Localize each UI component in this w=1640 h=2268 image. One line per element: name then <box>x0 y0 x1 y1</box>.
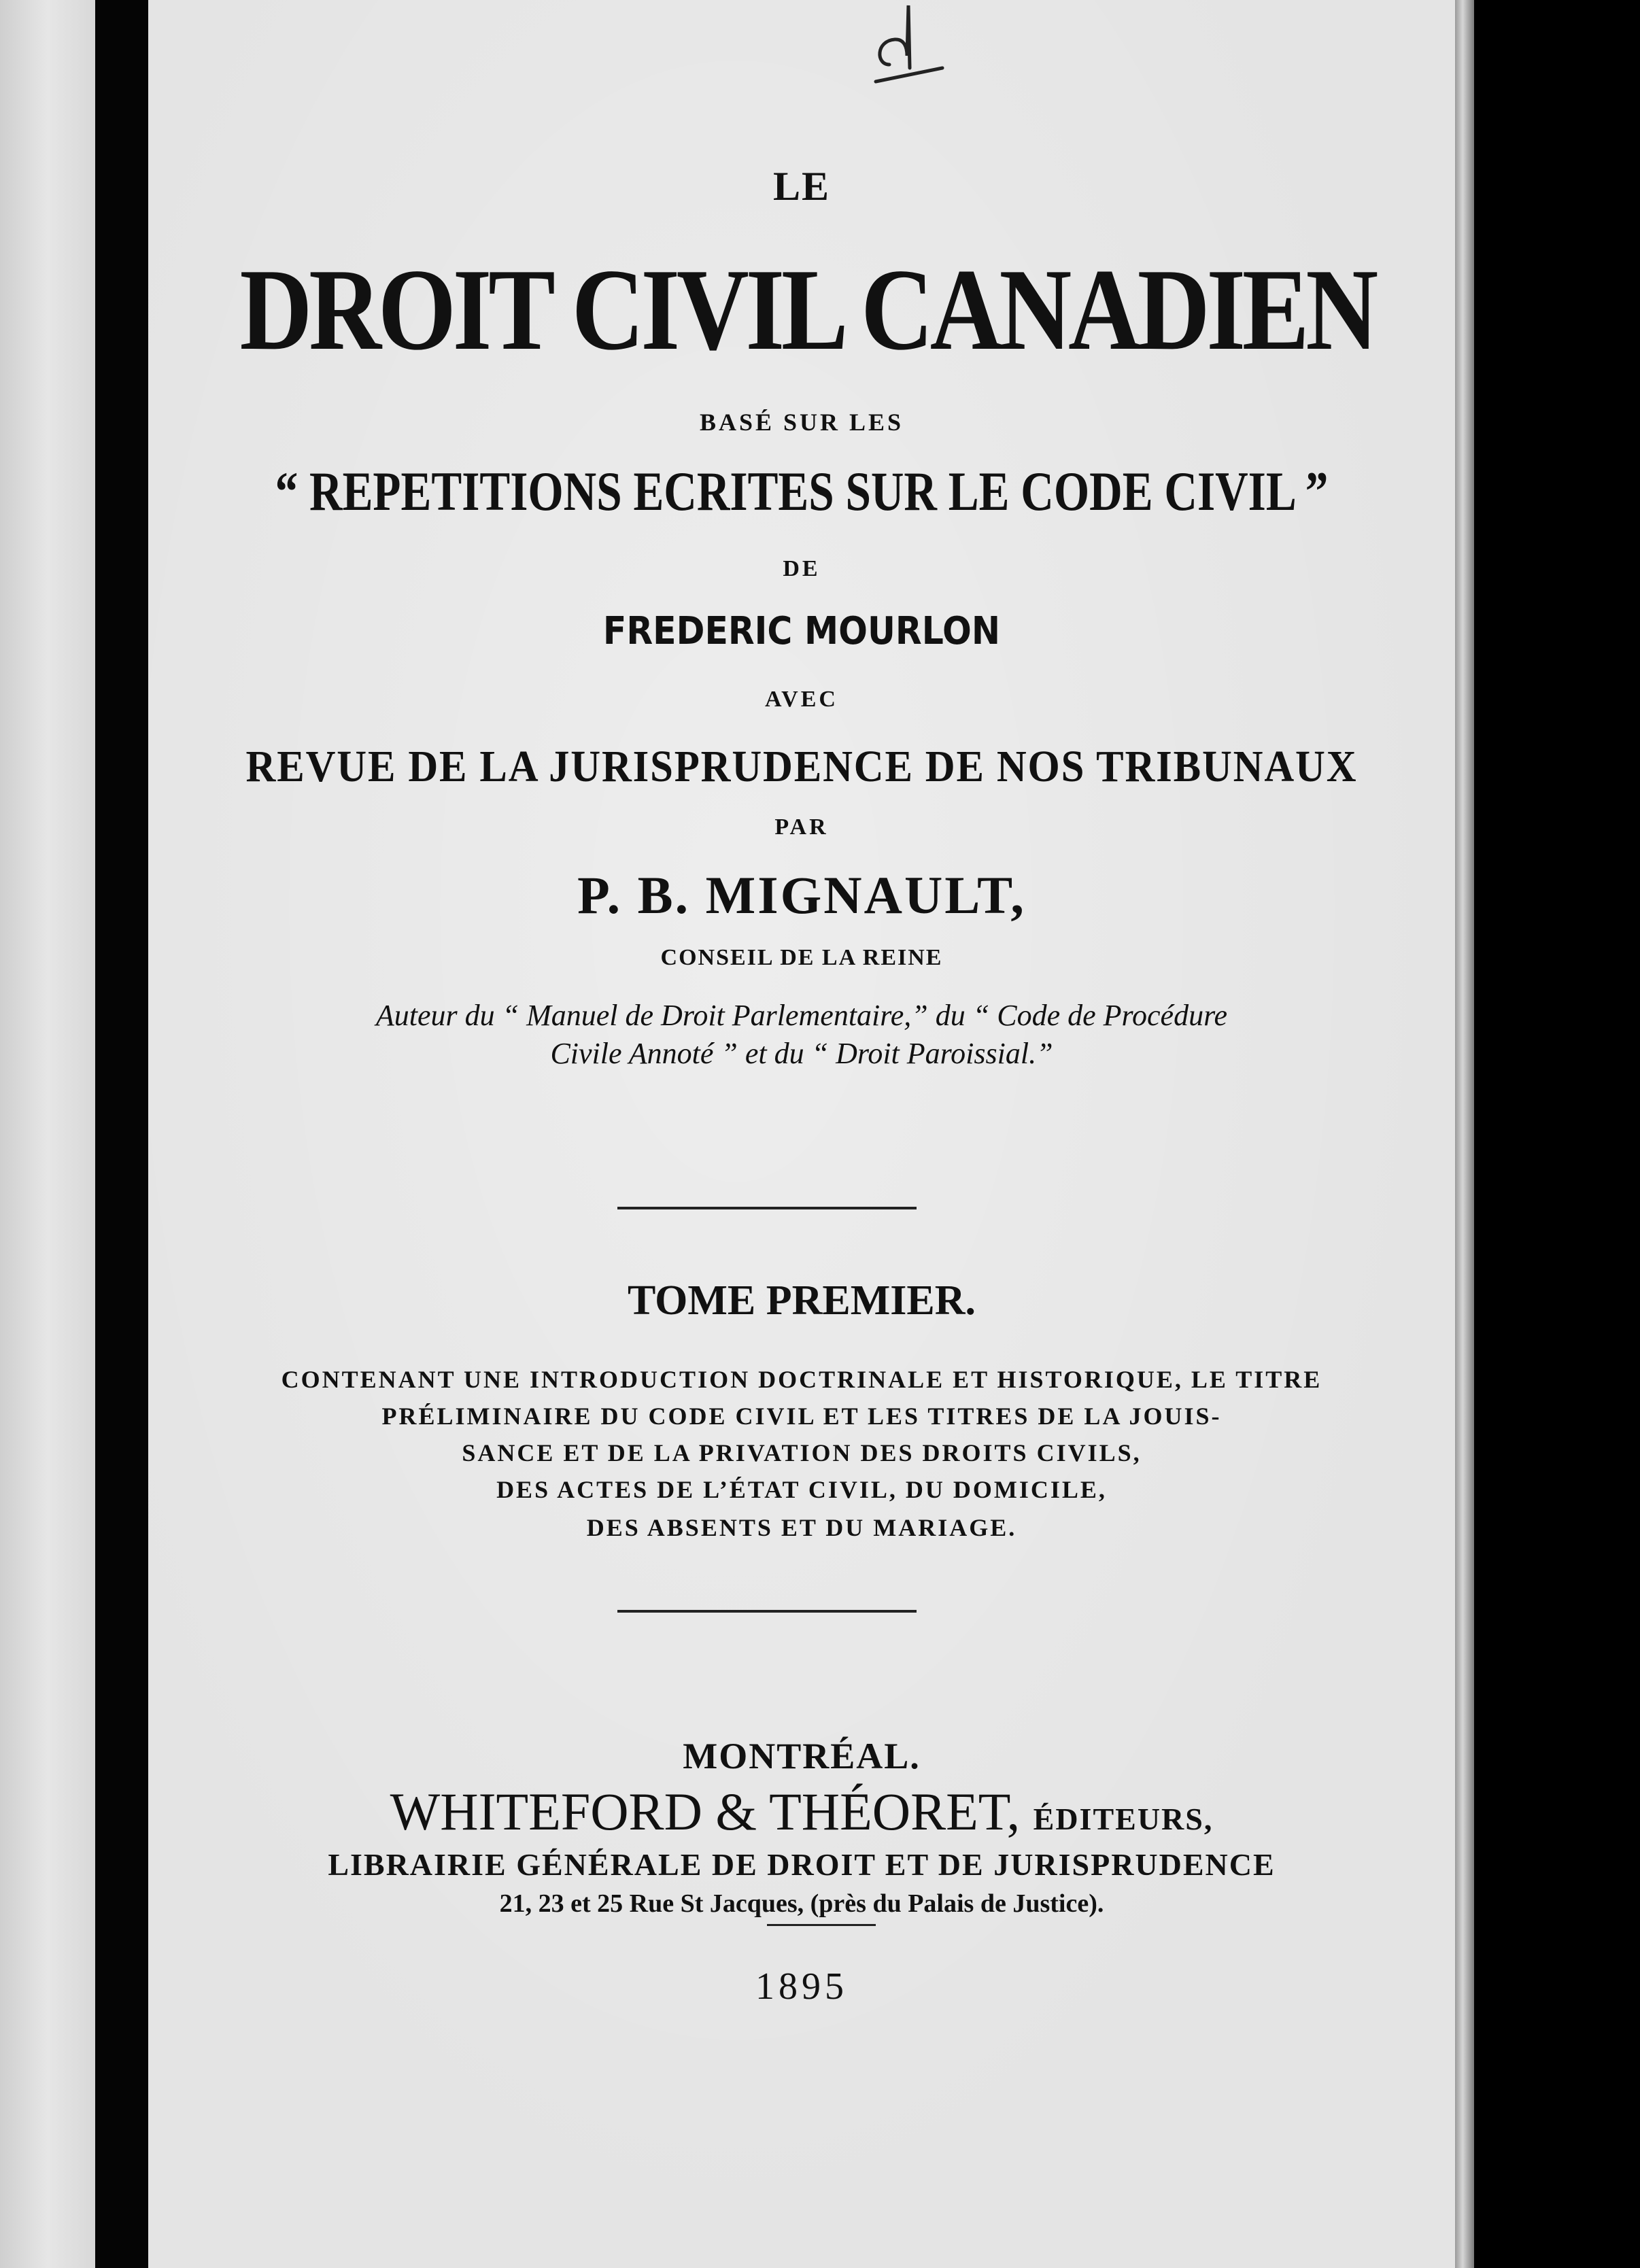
contents-line: DES ABSENTS ET DU MARIAGE. <box>586 1514 1017 1541</box>
de-label: DE <box>783 556 821 581</box>
contents-line: DES ACTES DE L’ÉTAT CIVIL, DU DOMICILE, <box>496 1476 1107 1503</box>
title-page <box>148 0 1455 2268</box>
publication-year: 1895 <box>755 1965 848 2008</box>
par-label: PAR <box>774 814 829 840</box>
avec-label: AVEC <box>765 687 838 712</box>
base-sur-label: BASÉ SUR LES <box>699 409 904 436</box>
author-title: CONSEIL DE LA REINE <box>660 945 943 970</box>
library-line: LIBRAIRIE GÉNÉRALE DE DROIT ET DE JURISPRUDENCE <box>328 1847 1276 1882</box>
page-right-edge <box>1455 0 1474 2268</box>
publisher-address: 21, 23 et 25 Rue St Jacques, (près du Palais de Justice). <box>499 1889 1104 1918</box>
adjacent-page-edge <box>0 0 95 2268</box>
revue-subtitle: REVUE DE LA JURISPRUDENCE DE NOS TRIBUNAUX <box>245 742 1358 791</box>
author-name: P. B. MIGNAULT, <box>577 865 1026 925</box>
source-work-title: “ REPETITIONS ECRITES SUR LE CODE CIVIL ” <box>275 460 1329 522</box>
publisher-name: WHITEFORD & THÉORET, <box>390 1782 1021 1841</box>
publisher-role: ÉDITEURS, <box>1033 1802 1214 1836</box>
contents-line: SANCE ET DE LA PRIVATION DES DROITS CIVILS, <box>462 1439 1142 1466</box>
author-works-line-2: Civile Annoté ” et du “ Droit Paroissial.” <box>550 1037 1053 1070</box>
original-author: FREDERIC MOURLON <box>602 609 1001 653</box>
scan-gutter <box>95 0 148 2268</box>
publisher-line <box>148 1781 1455 1842</box>
contents-line: PRÉLIMINAIRE DU CODE CIVIL ET LES TITRES DE LA JOUIS- <box>381 1403 1222 1430</box>
handwritten-mark <box>869 0 951 95</box>
contents-line: CONTENANT UNE INTRODUCTION DOCTRINALE ET HISTORIQUE, LE TITRE <box>281 1366 1322 1393</box>
main-title: DROIT CIVIL CANADIEN <box>239 245 1376 375</box>
imprint-city: MONTRÉAL. <box>683 1736 921 1776</box>
address-underline <box>767 1924 876 1926</box>
divider-rule <box>617 1610 917 1613</box>
volume-title: TOME PREMIER. <box>627 1277 976 1324</box>
divider-rule <box>617 1207 917 1209</box>
author-works-line-1: Auteur du “ Manuel de Droit Parlementaire,” du “ Code de Procédure <box>375 999 1228 1032</box>
title-article: LE <box>772 164 831 209</box>
scan-background <box>1474 0 1640 2268</box>
